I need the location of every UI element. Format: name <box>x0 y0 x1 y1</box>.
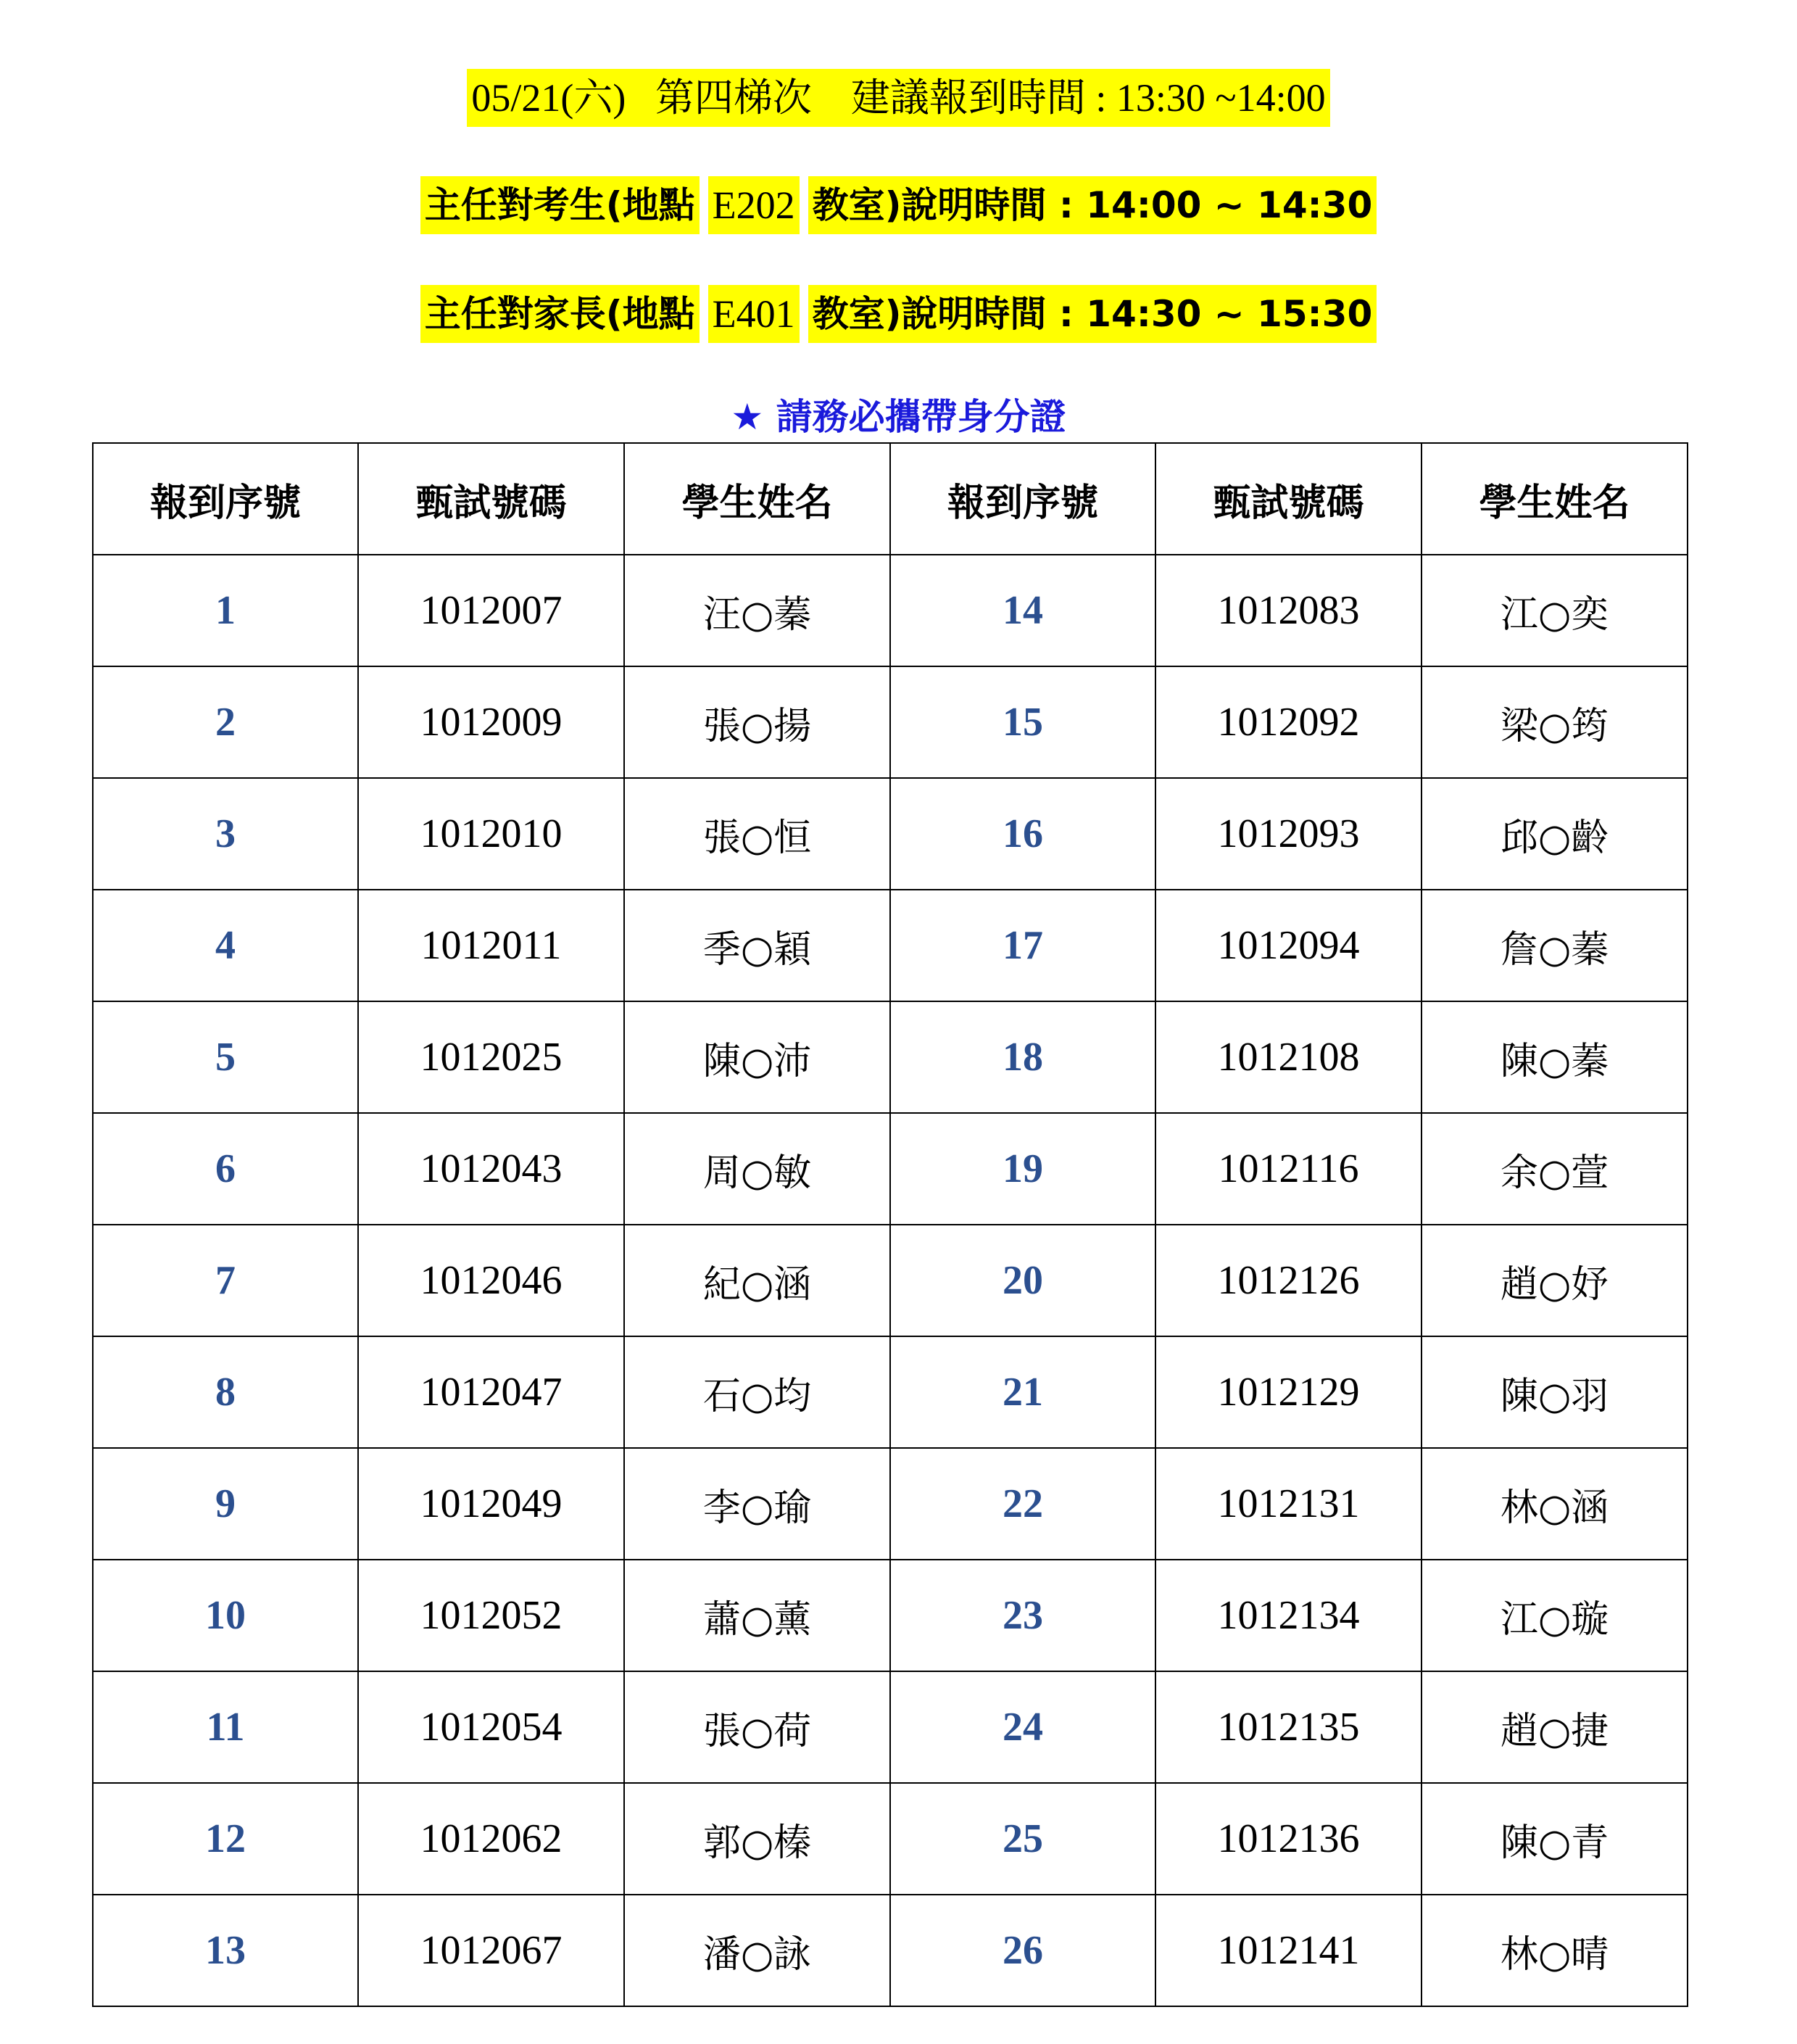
cell-exam-right: 1012126 <box>1155 1225 1422 1336</box>
table-row <box>93 1225 1688 1336</box>
cell-seq-right: 23 <box>890 1560 1155 1671</box>
schedule-line-3 <box>0 285 1797 343</box>
cell-seq-left: 3 <box>93 778 358 890</box>
cell-name-left: 季○穎 <box>624 890 890 1001</box>
header-seq-right: 報到序號 <box>890 443 1155 555</box>
cell-seq-left: 6 <box>93 1113 358 1225</box>
cell-seq-right: 20 <box>890 1225 1155 1336</box>
parent-briefing-time: 教室)說明時間 : 14:30 ~ 15:30 <box>808 285 1377 343</box>
cell-name-left: 陳○沛 <box>624 1001 890 1113</box>
cell-seq-left: 11 <box>93 1671 358 1783</box>
cell-exam-right: 1012093 <box>1155 778 1422 890</box>
table-row <box>93 1001 1688 1113</box>
cell-name-right: 陳○青 <box>1422 1783 1688 1895</box>
cell-seq-right: 18 <box>890 1001 1155 1113</box>
cell-exam-left: 1012043 <box>358 1113 624 1225</box>
cell-exam-left: 1012010 <box>358 778 624 890</box>
schedule-line-2 <box>0 176 1797 234</box>
cell-exam-right: 1012131 <box>1155 1448 1422 1560</box>
cell-name-right: 江○奕 <box>1422 555 1688 666</box>
cell-name-left: 張○揚 <box>624 666 890 778</box>
cell-exam-left: 1012007 <box>358 555 624 666</box>
cell-name-right: 林○晴 <box>1422 1895 1688 2006</box>
cell-name-left: 汪○蓁 <box>624 555 890 666</box>
cell-name-right: 陳○羽 <box>1422 1336 1688 1448</box>
parent-briefing-room: E401 <box>708 285 800 343</box>
cell-exam-left: 1012062 <box>358 1783 624 1895</box>
cell-name-left: 郭○榛 <box>624 1783 890 1895</box>
cell-name-left: 李○瑜 <box>624 1448 890 1560</box>
student-briefing-time: 教室)說明時間 : 14:00 ~ 14:30 <box>808 176 1377 234</box>
header-name-left: 學生姓名 <box>624 443 890 555</box>
header-name-right: 學生姓名 <box>1422 443 1688 555</box>
cell-exam-left: 1012067 <box>358 1895 624 2006</box>
table-row <box>93 890 1688 1001</box>
header-exam-left: 甄試號碼 <box>358 443 624 555</box>
cell-name-left: 周○敏 <box>624 1113 890 1225</box>
cell-seq-right: 14 <box>890 555 1155 666</box>
cell-seq-left: 12 <box>93 1783 358 1895</box>
parent-briefing-label: 主任對家長(地點 <box>420 285 700 343</box>
cell-name-left: 張○荷 <box>624 1671 890 1783</box>
cell-exam-right: 1012135 <box>1155 1671 1422 1783</box>
cell-exam-right: 1012092 <box>1155 666 1422 778</box>
cell-seq-left: 2 <box>93 666 358 778</box>
table-row <box>93 666 1688 778</box>
table-row <box>93 778 1688 890</box>
cell-name-right: 林○涵 <box>1422 1448 1688 1560</box>
checkin-time-text: 05/21(六) 第四梯次 建議報到時間 : 13:30 ~14:00 <box>467 69 1329 127</box>
cell-seq-right: 22 <box>890 1448 1155 1560</box>
id-card-notice: ★ 請務必攜帶身分證 <box>731 396 1066 438</box>
cell-exam-right: 1012116 <box>1155 1113 1422 1225</box>
cell-seq-left: 10 <box>93 1560 358 1671</box>
cell-name-right: 梁○筠 <box>1422 666 1688 778</box>
cell-seq-left: 9 <box>93 1448 358 1560</box>
cell-name-right: 邱○齡 <box>1422 778 1688 890</box>
cell-exam-left: 1012049 <box>358 1448 624 1560</box>
cell-exam-right: 1012094 <box>1155 890 1422 1001</box>
cell-exam-right: 1012134 <box>1155 1560 1422 1671</box>
cell-exam-left: 1012009 <box>358 666 624 778</box>
cell-exam-right: 1012141 <box>1155 1895 1422 2006</box>
cell-name-left: 張○恒 <box>624 778 890 890</box>
checkin-roster-table <box>92 442 1688 2007</box>
cell-seq-right: 16 <box>890 778 1155 890</box>
cell-seq-right: 19 <box>890 1113 1155 1225</box>
cell-exam-left: 1012047 <box>358 1336 624 1448</box>
cell-name-left: 潘○詠 <box>624 1895 890 2006</box>
cell-seq-left: 4 <box>93 890 358 1001</box>
table-row <box>93 1448 1688 1560</box>
cell-name-right: 詹○蓁 <box>1422 890 1688 1001</box>
cell-name-right: 趙○妤 <box>1422 1225 1688 1336</box>
cell-seq-left: 5 <box>93 1001 358 1113</box>
cell-exam-left: 1012052 <box>358 1560 624 1671</box>
table-row <box>93 1560 1688 1671</box>
cell-name-left: 蕭○薰 <box>624 1560 890 1671</box>
cell-name-left: 紀○涵 <box>624 1225 890 1336</box>
cell-exam-right: 1012136 <box>1155 1783 1422 1895</box>
cell-exam-left: 1012011 <box>358 890 624 1001</box>
cell-name-right: 陳○蓁 <box>1422 1001 1688 1113</box>
cell-name-left: 石○均 <box>624 1336 890 1448</box>
cell-seq-left: 13 <box>93 1895 358 2006</box>
header-exam-right: 甄試號碼 <box>1155 443 1422 555</box>
table-row <box>93 1671 1688 1783</box>
cell-seq-right: 17 <box>890 890 1155 1001</box>
cell-seq-right: 25 <box>890 1783 1155 1895</box>
schedule-line-1 <box>0 69 1797 127</box>
cell-name-right: 江○璇 <box>1422 1560 1688 1671</box>
cell-seq-right: 15 <box>890 666 1155 778</box>
cell-seq-right: 21 <box>890 1336 1155 1448</box>
cell-exam-left: 1012054 <box>358 1671 624 1783</box>
table-row <box>93 555 1688 666</box>
cell-exam-left: 1012046 <box>358 1225 624 1336</box>
cell-exam-right: 1012108 <box>1155 1001 1422 1113</box>
cell-seq-left: 1 <box>93 555 358 666</box>
table-row <box>93 1336 1688 1448</box>
cell-exam-right: 1012129 <box>1155 1336 1422 1448</box>
cell-exam-right: 1012083 <box>1155 555 1422 666</box>
cell-seq-left: 8 <box>93 1336 358 1448</box>
table-row <box>93 1895 1688 2006</box>
student-briefing-label: 主任對考生(地點 <box>420 176 700 234</box>
table-row <box>93 1783 1688 1895</box>
cell-name-right: 余○萱 <box>1422 1113 1688 1225</box>
header-seq-left: 報到序號 <box>93 443 358 555</box>
table-header-row <box>93 443 1688 555</box>
cell-name-right: 趙○捷 <box>1422 1671 1688 1783</box>
cell-seq-left: 7 <box>93 1225 358 1336</box>
cell-exam-left: 1012025 <box>358 1001 624 1113</box>
table-row <box>93 1113 1688 1225</box>
student-briefing-room: E202 <box>708 176 800 234</box>
cell-seq-right: 26 <box>890 1895 1155 2006</box>
cell-seq-right: 24 <box>890 1671 1155 1783</box>
